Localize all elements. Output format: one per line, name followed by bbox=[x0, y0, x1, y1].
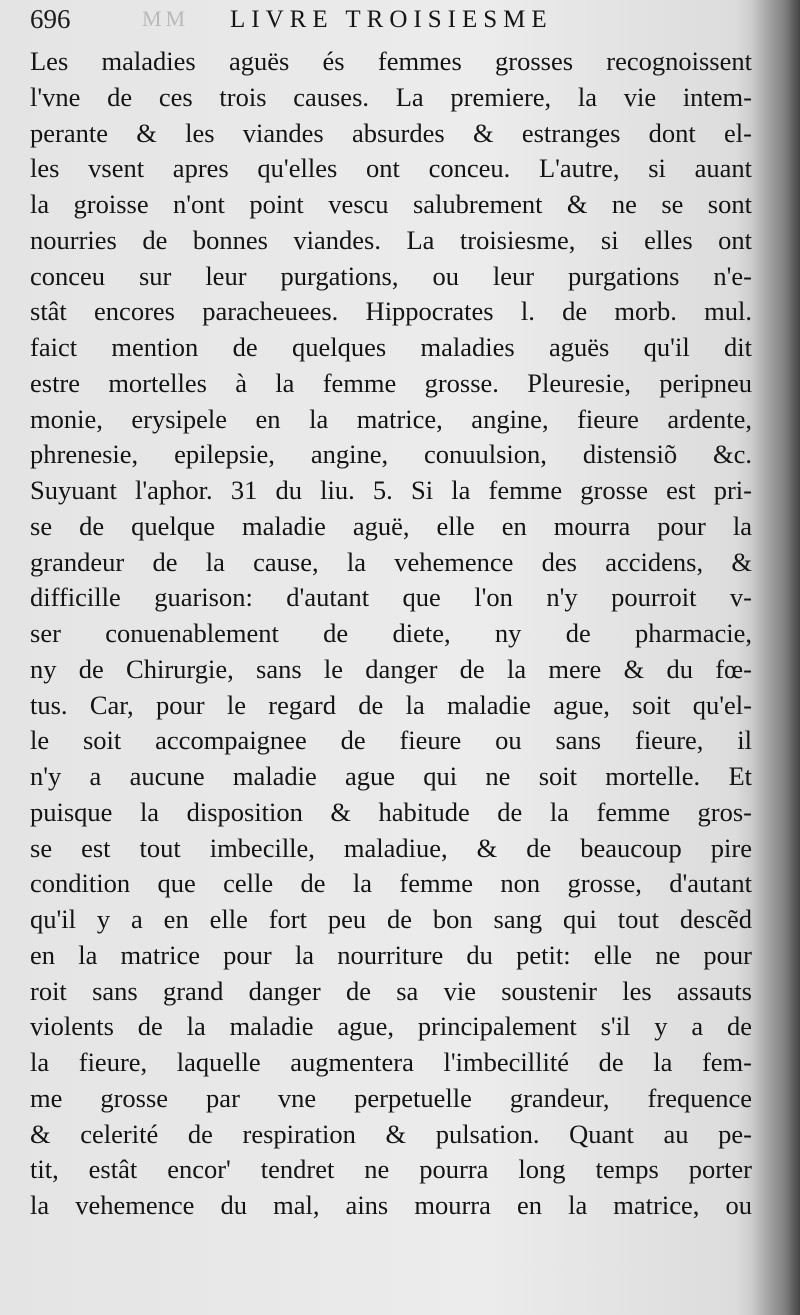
text-line: estre mortelles à la femme grosse. Pleuresie, peripneu bbox=[30, 367, 752, 398]
page-header bbox=[30, 4, 750, 40]
text-line: n'y a aucune maladie ague qui ne soit mortelle. Et bbox=[30, 761, 752, 791]
text-line: se est tout imbecille, maladiue, & de beaucoup pire bbox=[30, 832, 752, 863]
text-line: tit, estât encor' tendret ne pourra long temps porter bbox=[30, 1154, 752, 1185]
text-line: qu'il y a en elle fort peu de bon sang qui tout descẽd bbox=[30, 904, 752, 934]
page-number: 696 bbox=[30, 4, 71, 34]
text-line: nourries de bonnes viandes. La troisiesme, si elles ont bbox=[30, 224, 752, 255]
text-line: ser conuenablement de diete, ny de pharmacie, bbox=[30, 618, 752, 648]
bleed-through-text: MM bbox=[142, 6, 190, 31]
text-line: roit sans grand danger de sa vie soustenir les assauts bbox=[30, 975, 752, 1006]
text-line: faict mention de quelques maladies aguës qu'il dit bbox=[30, 332, 752, 362]
text-line: Suyuant l'aphor. 31 du liu. 5. Si la femme grosse est pri- bbox=[30, 475, 752, 505]
text-line: les vsent apres qu'elles ont conceu. L'autre, si auant bbox=[30, 153, 752, 184]
text-line: en la matrice pour la nourriture du petit: elle ne pour bbox=[30, 939, 752, 970]
text-line: me grosse par vne perpetuelle grandeur, frequence bbox=[30, 1082, 752, 1113]
text-line: le soit accompaignee de fieure ou sans fieure, il bbox=[30, 725, 752, 756]
text-line: grandeur de la cause, la vehemence des accidens, & bbox=[30, 546, 752, 577]
text-line: stât encores paracheuees. Hippocrates l. de morb. mul. bbox=[30, 296, 752, 327]
text-line: Les maladies aguës és femmes grosses recognoissent bbox=[30, 46, 752, 76]
text-line: la fieure, laquelle augmentera l'imbecillité de la fem- bbox=[30, 1047, 752, 1077]
text-line: phrenesie, epilepsie, angine, conuulsion, distensiõ &c. bbox=[30, 439, 752, 470]
text-line: l'vne de ces trois causes. La premiere, la vie intem- bbox=[30, 81, 752, 112]
running-title: LIVRE TROISIESME bbox=[230, 6, 553, 33]
text-line: puisque la disposition & habitude de la femme gros- bbox=[30, 796, 752, 827]
text-line: la vehemence du mal, ains mourra en la matrice, ou bbox=[30, 1190, 752, 1220]
body-text bbox=[30, 44, 752, 1224]
text-line: violents de la maladie ague, principalement s'il y a de bbox=[30, 1011, 752, 1042]
text-line: perante & les viandes absurdes & estranges dont el- bbox=[30, 117, 752, 148]
text-line: monie, erysipele en la matrice, angine, fieure ardente, bbox=[30, 403, 752, 434]
text-line: conceu sur leur purgations, ou leur purgations n'e- bbox=[30, 260, 752, 291]
text-line: tus. Car, pour le regard de la maladie ague, soit qu'el- bbox=[30, 689, 752, 720]
text-line: se de quelque maladie aguë, elle en mourra pour la bbox=[30, 510, 752, 541]
binding-shadow bbox=[752, 0, 800, 1315]
text-line: difficille guarison: d'autant que l'on n'y pourroit v- bbox=[30, 582, 752, 613]
text-line: condition que celle de la femme non grosse, d'autant bbox=[30, 868, 752, 899]
text-line: ny de Chirurgie, sans le danger de la mere & du fœ- bbox=[30, 653, 752, 684]
text-line: la groisse n'ont point vescu salubrement & ne se sont bbox=[30, 189, 752, 219]
text-line: & celerité de respiration & pulsation. Quant au pe- bbox=[30, 1118, 752, 1149]
